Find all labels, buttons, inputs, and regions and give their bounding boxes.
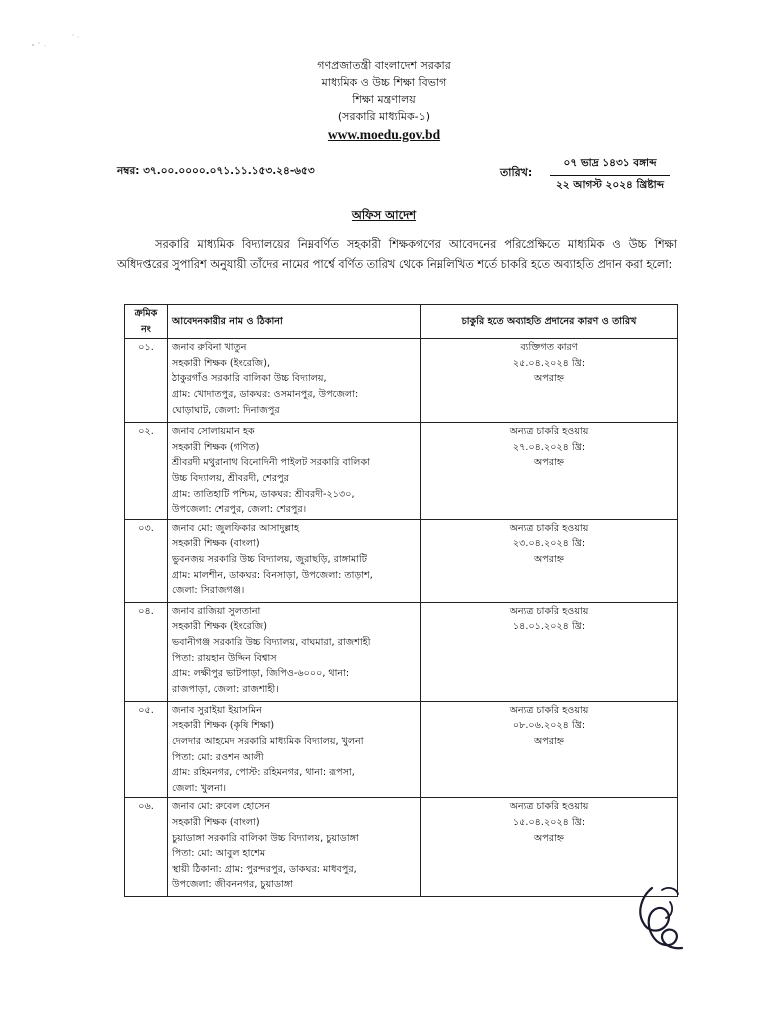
reason-line: অপরাহ্ন	[533, 735, 565, 747]
applicant-line: সহকারী শিক্ষক (বাংলা)	[172, 538, 260, 550]
row-serial: ০৫.	[125, 701, 168, 798]
row-reason	[421, 339, 678, 423]
scan-specks	[25, 25, 85, 55]
reason-line: ১৪.০১.২০২৪ খ্রি:	[512, 621, 586, 633]
applicant-line: গ্রাম: খোদাতপুর, ডাকঘর: ওসমানপুর, উপজেলা:	[172, 388, 359, 400]
applicant-line: উপজেলা: জীবননগর, চুয়াডাঙ্গা	[172, 879, 294, 891]
applicant-line: ভুবনজয় সরকারি উচ্চ বিদ্যালয়, জুরাছড়ি, রাঙ্গামাটি	[172, 553, 367, 565]
table-header-row	[125, 305, 678, 339]
document-title: অফিস আদেশ	[351, 208, 417, 222]
reason-line: অপরাহ্ন	[533, 457, 565, 469]
header-section: (সরকারি মাধ্যমিক-১)	[337, 110, 431, 123]
applicant-line: গ্রাম: মালশীন, ডাকঘর: বিনসাড়া, উপজেলা: তাড়াশ,	[172, 569, 373, 581]
date-bangla: ০৭ ভাদ্র ১৪৩১ বঙ্গাব্দ	[550, 156, 670, 176]
applicant-line: জেলা: সিরাজগঞ্জ।	[172, 585, 245, 597]
applicant-line: জনাব রুবিনা খাতুন	[172, 342, 247, 354]
reason-line: অপরাহ্ন	[533, 832, 565, 844]
applicant-line: জেলা: খুলনা।	[172, 782, 227, 794]
reason-line: ব্যক্তিগত কারণ	[520, 342, 578, 354]
date-english: ২২ আগস্ট ২০২৪ খ্রিষ্টাব্দ	[555, 179, 665, 191]
row-applicant	[168, 423, 421, 520]
applicant-line: উচ্চ বিদ্যালয়, শ্রীবরদী, শেরপুর	[172, 472, 289, 484]
intro-text: সরকারি মাধ্যমিক বিদ্যালয়ের নিম্নবর্ণিত সহকারী শিক্ষকগণের আবেদনের পরিপ্রেক্ষিতে মাধ্যমিক ও উচ্চ শিক্ষা অধিদপ্তরের সুপারিশ অনুযায়ী তাঁদের নামের পার্শ্বে বর্ণিত তারিখ থেকে নিম্নলিখিত শর্তে চাকরি হতে অব্যাহতি প্রদান করা হলো:	[117, 238, 677, 271]
table-row	[125, 519, 678, 602]
reason-line: ১৫.০৪.২০২৪ খ্রি:	[512, 816, 586, 828]
applicant-line: জনাব মো: রুবেল হোসেন	[172, 801, 271, 813]
row-serial: ০৬.	[125, 798, 168, 897]
reason-line: ২৭.০৪.২০২৪ খ্রি:	[512, 441, 586, 453]
reason-line: অন্যত্র চাকরি হওয়ায়	[509, 426, 589, 438]
reason-line: ২৩.০৪.২০২৪ খ্রি:	[512, 538, 586, 550]
table-row	[125, 602, 678, 701]
reason-line: অন্যত্র চাকরি হওয়ায়	[509, 605, 589, 617]
row-reason	[421, 701, 678, 798]
applicant-line: রাজপাড়া, জেলা: রাজশাহী।	[172, 683, 279, 695]
header-serial: ক্রমিক নং	[125, 305, 168, 339]
header-government: গণপ্রজাতন্ত্রী বাংলাদেশ সরকার	[317, 59, 451, 72]
applicant-line: স্থায়ী ঠিকানা: গ্রাম: পুরন্দরপুর, ডাকঘর: মাধবপুর,	[172, 863, 357, 875]
applicant-line: পিতা: মো: রওশন আলী	[172, 751, 264, 763]
applicant-line: পিতা: রায়হান উদ্দিন বিশ্বাস	[172, 652, 277, 664]
applicant-line: গ্রাম: তাতিহাটি পশ্চিম, ডাকঘর: শ্রীবরদী-২১৩০,	[172, 488, 355, 500]
memo-number: নম্বর: ৩৭.০০.০০০০.০৭১.১১.১৫৩.২৪-৬৫৩	[117, 165, 315, 177]
table-row	[125, 701, 678, 798]
row-serial: ০৩.	[125, 519, 168, 602]
date-block	[550, 156, 670, 195]
intro-paragraph	[117, 235, 677, 275]
row-serial: ০৪.	[125, 602, 168, 701]
letterhead	[0, 57, 768, 144]
applicant-line: গ্রাম: লক্ষীপুর ভাটপাড়া, জিপিও-৬০০০, থানা:	[172, 668, 350, 680]
applicant-line: জনাব সুরাইয়া ইয়াসমিন	[172, 704, 262, 716]
reason-line: অন্যত্র চাকরি হওয়ায়	[509, 704, 589, 716]
reason-line: ২৫.০৪.২০২৪ খ্রি:	[512, 357, 586, 369]
applicant-line: চুয়াডাঙ্গা সরকারি বালিকা উচ্চ বিদ্যালয়, চুয়াডাঙ্গা	[172, 832, 359, 844]
applicant-line: সহকারী শিক্ষক (কৃষি শিক্ষা)	[172, 720, 275, 732]
applicant-line: শ্রীবরদী মথুরানাথ বিনোদিনী পাইলট সরকারি বালিকা	[172, 457, 370, 469]
row-applicant	[168, 798, 421, 897]
row-reason	[421, 423, 678, 520]
row-applicant	[168, 339, 421, 423]
applicant-line: জনাব রাজিয়া সুলতানা	[172, 605, 261, 617]
applicant-line: জনাব সোলায়মান হক	[172, 426, 255, 438]
signature-icon	[624, 882, 694, 954]
reason-line: অন্যত্র চাকরি হওয়ায়	[509, 801, 589, 813]
date-label: তারিখ:	[500, 166, 533, 179]
applicant-line: সহকারী শিক্ষক (বাংলা)	[172, 816, 260, 828]
applicant-line: ঘোড়াঘাট, জেলা: দিনাজপুর	[172, 404, 280, 416]
applicant-line: গ্রাম: রহিমনগর, পোস্ট: রহিমনগর, থানা: রূপসা,	[172, 767, 355, 779]
applicant-line: দেলদার আহমেদ সরকারি মাধ্যমিক বিদ্যালয়, খুলনা	[172, 735, 364, 747]
applicant-line: জনাব মো: জুলফিকার আসাদুল্লাহ	[172, 522, 300, 534]
reason-line: অন্যত্র চাকরি হওয়ায়	[509, 522, 589, 534]
row-reason	[421, 519, 678, 602]
row-serial: ০১.	[125, 339, 168, 423]
reason-line: ০৮.০৬.২০২৪ খ্রি:	[512, 720, 586, 732]
row-applicant	[168, 602, 421, 701]
header-ministry: শিক্ষা মন্ত্রণালয়	[352, 93, 416, 106]
applicant-line: পিতা: মো: আবুল হাশেম	[172, 848, 266, 860]
applicant-line: ভবানীগঞ্জ সরকারি উচ্চ বিদ্যালয়, বাঘমারা, রাজশাহী	[172, 636, 371, 648]
table-row	[125, 798, 678, 897]
header-reason: চাকুরি হতে অব্যাহতি প্রদানের কারণ ও তারিখ	[421, 305, 678, 339]
applicant-line: ঠাকুরগাঁও সরকারি বালিকা উচ্চ বিদ্যালয়,	[172, 373, 327, 385]
applicant-line: সহকারী শিক্ষক (ইংরেজি),	[172, 357, 271, 369]
table-row	[125, 423, 678, 520]
reason-line: অপরাহ্ন	[533, 373, 565, 385]
applicant-line: সহকারী শিক্ষক (ইংরেজি)	[172, 621, 267, 633]
release-table	[124, 304, 678, 897]
row-applicant	[168, 701, 421, 798]
header-division: মাধ্যমিক ও উচ্চ শিক্ষা বিভাগ	[321, 76, 447, 89]
applicant-line: উপজেলা: শেরপুর, জেলা: শেরপুর।	[172, 504, 307, 516]
applicant-line: সহকারী শিক্ষক (গণিত)	[172, 441, 260, 453]
header-website: www.moedu.gov.bd	[327, 127, 441, 142]
reason-line: অপরাহ্ন	[533, 553, 565, 565]
row-reason	[421, 602, 678, 701]
table-row	[125, 339, 678, 423]
row-serial: ০২.	[125, 423, 168, 520]
row-applicant	[168, 519, 421, 602]
header-applicant: আবেদনকারীর নাম ও ঠিকানা	[168, 305, 421, 339]
